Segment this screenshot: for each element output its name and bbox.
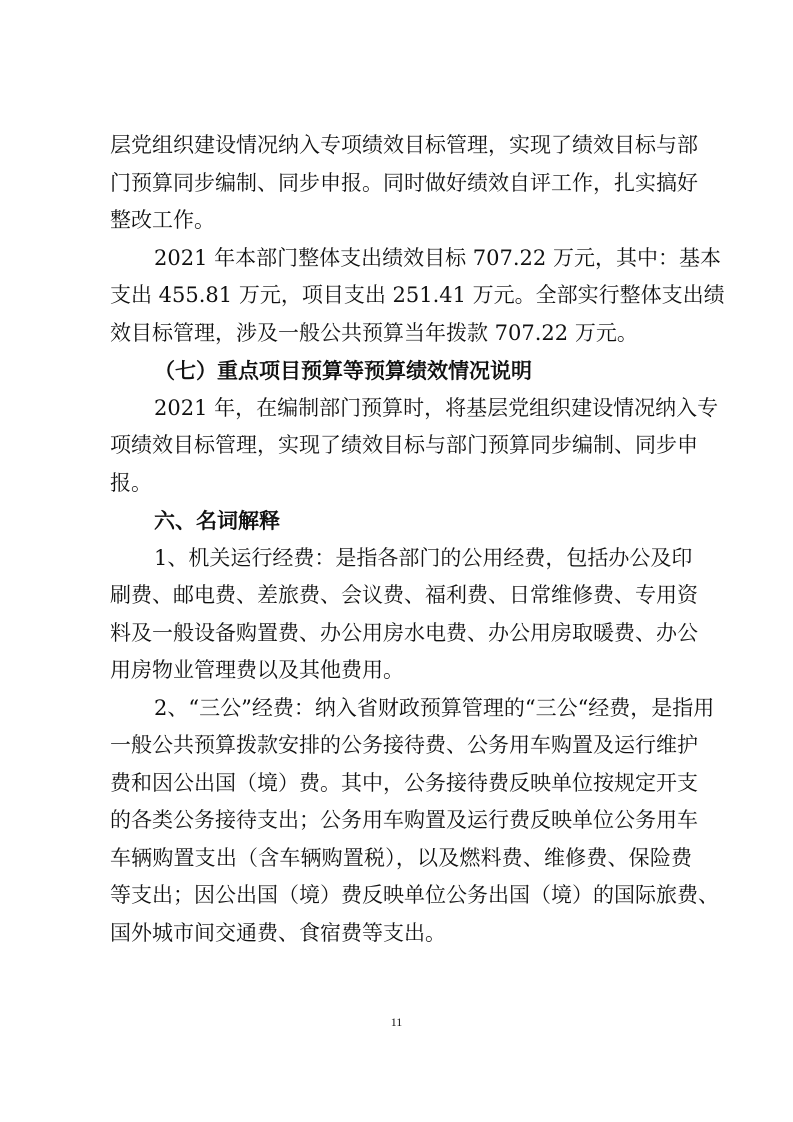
page-number: 11 bbox=[390, 1015, 403, 1029]
text-line: 等支出；因公出国（境）费反映单位公务出国（境）的国际旅费、 bbox=[110, 883, 719, 907]
text-line: 层党组织建设情况纳入专项绩效目标管理，实现了绩效目标与部 bbox=[110, 133, 698, 157]
text-line: 支出 455.81 万元，项目支出 251.41 万元。全部实行整体支出绩 bbox=[110, 283, 725, 307]
text-line: 国外城市间交通费、食宿费等支出。 bbox=[110, 920, 446, 945]
text-line: 车辆购置支出（含车辆购置税），以及燃料费、维修费、保险费 bbox=[110, 845, 692, 870]
text-line: 料及一般设备购置费、办公用房水电费、办公用房取暖费、办公 bbox=[110, 620, 698, 645]
text-line: 整改工作。 bbox=[110, 208, 215, 232]
text-line: 一般公共预算拨款安排的公务接待费、公务用车购置及运行维护 bbox=[110, 733, 698, 757]
text-line: 的各类公务接待支出；公务用车购置及运行费反映单位公务用车 bbox=[110, 808, 698, 832]
section-heading: 六、名词解释 bbox=[154, 508, 280, 533]
text-line: 刷费、邮电费、差旅费、会议费、福利费、日常维修费、专用资 bbox=[110, 583, 698, 607]
text-line: 用房物业管理费以及其他费用。 bbox=[110, 658, 404, 682]
document-body bbox=[110, 127, 725, 952]
text-line: 2021 年本部门整体支出绩效目标 707.22 万元，其中：基本 bbox=[154, 245, 721, 270]
text-line: 1、机关运行经费：是指各部门的公用经费，包括办公及印 bbox=[154, 545, 693, 570]
text-line: 2、“三公”经费：纳入省财政预算管理的“三公“经费，是指用 bbox=[154, 695, 715, 720]
text-line: 2021 年，在编制部门预算时，将基层党组织建设情况纳入专 bbox=[154, 395, 719, 420]
text-line: 项绩效目标管理，实现了绩效目标与部门预算同步编制、同步申 bbox=[110, 433, 698, 457]
text-line: 门预算同步编制、同步申报。同时做好绩效自评工作，扎实搞好 bbox=[110, 170, 698, 195]
section-heading: （七）重点项目预算等预算绩效情况说明 bbox=[154, 358, 532, 383]
text-line: 效目标管理，涉及一般公共预算当年拨款 707.22 万元。 bbox=[110, 320, 638, 345]
text-line: 费和因公出国（境）费。其中，公务接待费反映单位按规定开支 bbox=[110, 770, 698, 795]
text-line: 报。 bbox=[110, 470, 152, 495]
